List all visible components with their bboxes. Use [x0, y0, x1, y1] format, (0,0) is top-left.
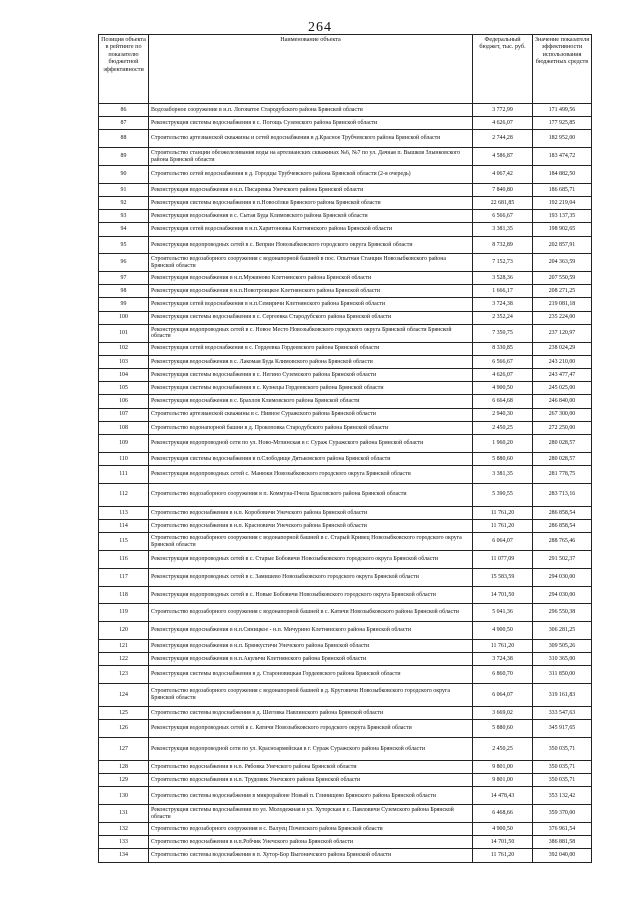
row-name: Строительство водозаборного сооружения с водонапорной башней в пос. Опытная Станция Новозыбковского района Брянской области [149, 254, 473, 272]
row-name: Строительство водоснабжения в н.п. Коробовичи Унечского района Брянской области [149, 506, 473, 519]
row-name: Строительство водозаборного сооружения с водонапорной башней в с. Старый Кривец Новозыбковского городского округа Брянской области [149, 533, 473, 551]
row-position: 129 [99, 774, 149, 787]
row-position: 98 [99, 285, 149, 298]
header-budget: Федеральный бюджет, тыс. руб. [473, 35, 533, 104]
row-name: Реконструкция сетей водоснабжения в н.п.Семиричи Клетнянского района Брянской области [149, 298, 473, 311]
row-position: 121 [99, 639, 149, 652]
row-value: 311 850,00 [533, 666, 592, 684]
table-row [99, 272, 592, 285]
row-position: 93 [99, 210, 149, 223]
row-value: 182 952,00 [533, 130, 592, 148]
table-row [99, 465, 592, 483]
row-name: Реконструкция водопроводных сетей в с. Новое Место Новозыбковского городского округа Брянской области Брянской области [149, 324, 473, 342]
row-value: 306 281,25 [533, 622, 592, 640]
row-position: 124 [99, 684, 149, 707]
row-name: Реконструкция водоснабжения в н.п. Брянкустичи Унечского района Брянской области [149, 639, 473, 652]
row-budget: 2 450,25 [473, 421, 533, 434]
row-budget: 4 900,50 [473, 382, 533, 395]
row-position: 96 [99, 254, 149, 272]
row-budget: 8 732,89 [473, 236, 533, 254]
row-value: 353 132,42 [533, 787, 592, 805]
row-budget: 4 067,42 [473, 165, 533, 183]
row-budget: 2 352,24 [473, 311, 533, 324]
table-row [99, 165, 592, 183]
row-position: 86 [99, 104, 149, 117]
table-row [99, 653, 592, 666]
row-budget: 7 152,73 [473, 254, 533, 272]
row-value: 291 502,37 [533, 550, 592, 568]
row-budget: 6 566,67 [473, 355, 533, 368]
row-position: 94 [99, 223, 149, 236]
table-row [99, 622, 592, 640]
row-value: 359 370,00 [533, 805, 592, 823]
table-row [99, 787, 592, 805]
table-row [99, 707, 592, 720]
row-position: 87 [99, 117, 149, 130]
table-row [99, 236, 592, 254]
row-budget: 7 350,75 [473, 324, 533, 342]
row-position: 127 [99, 738, 149, 761]
table-row [99, 849, 592, 862]
row-name: Реконструкция водопроводной сети по ул. Красноармейская в г. Сураж Суражского района Брянской области [149, 738, 473, 761]
row-name: Строительство водозаборного сооружения в п. Коммуна-Пчела Брасовского района Брянской области [149, 483, 473, 506]
row-budget: 11 761,20 [473, 639, 533, 652]
row-budget: 6 664,68 [473, 395, 533, 408]
row-position: 92 [99, 196, 149, 209]
row-budget: 5 880,60 [473, 452, 533, 465]
table-row [99, 148, 592, 166]
row-value: 237 120,97 [533, 324, 592, 342]
table-row [99, 342, 592, 355]
row-budget: 11 077,09 [473, 550, 533, 568]
row-position: 116 [99, 550, 149, 568]
row-position: 114 [99, 519, 149, 532]
table-row [99, 568, 592, 586]
row-budget: 5 041,36 [473, 604, 533, 622]
table-row [99, 382, 592, 395]
row-value: 235 224,00 [533, 311, 592, 324]
row-name: Реконструкция системы водоснабжения в с. Погощь Суземского района Брянской области [149, 117, 473, 130]
row-name: Реконструкция водоснабжения в н.п.Синицкое - н.п. Мичурино Клетнянского района Брянской области [149, 622, 473, 640]
table-row [99, 311, 592, 324]
row-name: Водозаборное сооружение в н.п. Логоватое Стародубского района Брянской области [149, 104, 473, 117]
row-budget: 11 761,20 [473, 849, 533, 862]
row-budget: 6 064,07 [473, 684, 533, 707]
row-value: 294 030,00 [533, 568, 592, 586]
row-name: Строительство водоснабжения в н.п. Рябовка Унечского района Брянской области [149, 761, 473, 774]
row-budget: 3 381,35 [473, 465, 533, 483]
table-row [99, 355, 592, 368]
row-value: 243 210,00 [533, 355, 592, 368]
table-row [99, 421, 592, 434]
table-header-row [99, 35, 592, 104]
row-budget: 3 381,35 [473, 223, 533, 236]
row-budget: 8 330,85 [473, 342, 533, 355]
row-value: 376 961,54 [533, 823, 592, 836]
row-budget: 1 666,17 [473, 285, 533, 298]
row-budget: 4 626,07 [473, 369, 533, 382]
row-budget: 6 860,70 [473, 666, 533, 684]
table-row [99, 550, 592, 568]
row-budget: 1 960,20 [473, 434, 533, 452]
row-name: Реконструкция водопроводных сетей в с. Замишево Новозыбковского городского округа Брянской области [149, 568, 473, 586]
row-name: Строительство водоснабжения в н.п. Красновичи Унечского района Брянской области [149, 519, 473, 532]
row-position: 112 [99, 483, 149, 506]
row-budget: 3 528,36 [473, 272, 533, 285]
row-position: 126 [99, 720, 149, 738]
row-position: 122 [99, 653, 149, 666]
row-value: 392 040,00 [533, 849, 592, 862]
row-name: Реконструкция водопроводных сетей в с. Катичи Новозыбковского городского округа Брянской области [149, 720, 473, 738]
row-position: 95 [99, 236, 149, 254]
row-position: 99 [99, 298, 149, 311]
row-value: 296 550,38 [533, 604, 592, 622]
row-name: Реконструкция системы водоснабжения в с. Кузнецы Гордеевского района Брянской области [149, 382, 473, 395]
row-value: 350 035,71 [533, 738, 592, 761]
table-row [99, 324, 592, 342]
row-name: Строительство водоснабжения в н.п.Робчик Унечского района Брянской области [149, 836, 473, 849]
table-row [99, 684, 592, 707]
row-budget: 14 478,43 [473, 787, 533, 805]
row-position: 101 [99, 324, 149, 342]
row-name: Строительство системы водоснабжения в микрорайоне Новый п. Глинищево Брянского района Брянской области [149, 787, 473, 805]
row-value: 238 024,29 [533, 342, 592, 355]
row-value: 333 547,63 [533, 707, 592, 720]
row-name: Строительство системы водоснабжения в п. Хутор-Бор Выгоничского района Брянской области [149, 849, 473, 862]
row-value: 202 857,91 [533, 236, 592, 254]
row-value: 294 030,00 [533, 586, 592, 604]
table-row [99, 395, 592, 408]
table-row [99, 761, 592, 774]
row-value: 219 081,18 [533, 298, 592, 311]
row-value: 204 363,59 [533, 254, 592, 272]
table-row [99, 223, 592, 236]
table-row [99, 519, 592, 532]
row-value: 319 161,83 [533, 684, 592, 707]
row-position: 100 [99, 311, 149, 324]
table-row [99, 104, 592, 117]
row-name: Реконструкция водопроводных сетей в с. Старые Бобовичи Новозыбковского городского округа Брянской области [149, 550, 473, 568]
row-name: Строительство водозаборного сооружения с водонапорной башней в д. Круговичи Новозыбковского городского округа Брянской области [149, 684, 473, 707]
table-row [99, 506, 592, 519]
row-budget: 22 681,85 [473, 196, 533, 209]
table-row [99, 452, 592, 465]
row-value: 183 474,72 [533, 148, 592, 166]
row-name: Реконструкция водоснабжения в н.п.Акуличи Клетнянского района Брянской области [149, 653, 473, 666]
table-row [99, 604, 592, 622]
row-value: 386 881,58 [533, 836, 592, 849]
table-row [99, 823, 592, 836]
row-value: 350 035,71 [533, 774, 592, 787]
table-row [99, 298, 592, 311]
table-row [99, 805, 592, 823]
table-row [99, 836, 592, 849]
row-budget: 14 701,50 [473, 586, 533, 604]
table-row [99, 666, 592, 684]
row-name: Реконструкция сетей водоснабжения в н.п.Харитоновка Клетнянского района Брянской области [149, 223, 473, 236]
row-position: 90 [99, 165, 149, 183]
row-name: Строительство водонапорной башни в д. Прокоповка Стародубского района Брянской области [149, 421, 473, 434]
row-position: 108 [99, 421, 149, 434]
table-row [99, 210, 592, 223]
row-value: 309 505,26 [533, 639, 592, 652]
row-name: Реконструкция системы водоснабжения в с. Сергеевка Стародубского района Брянской области [149, 311, 473, 324]
row-position: 103 [99, 355, 149, 368]
table-body [99, 104, 592, 863]
row-name: Реконструкция водоснабжения в н.п.Новотроицкое Клетнянского района Брянской области [149, 285, 473, 298]
row-name: Реконструкция водоснабжения в н.п. Писаревка Унечского района Брянской области [149, 183, 473, 196]
table-row [99, 586, 592, 604]
row-budget: 4 900,50 [473, 823, 533, 836]
row-name: Реконструкция водоснабжения в с. Лакомая Буда Климовского района Брянской области [149, 355, 473, 368]
header-name: Наименование объекта [149, 35, 473, 104]
row-position: 105 [99, 382, 149, 395]
table-row [99, 720, 592, 738]
row-budget: 9 801,00 [473, 774, 533, 787]
row-position: 104 [99, 369, 149, 382]
table-row [99, 738, 592, 761]
header-position: Позиция объекта в рейтинге по показателю бюджетной эффективности [99, 35, 149, 104]
row-budget: 2 450,25 [473, 738, 533, 761]
row-budget: 6 566,67 [473, 210, 533, 223]
row-name: Строительство водозаборного сооружения с водонапорной башней в с. Катичи Новозыбковского района Брянской области [149, 604, 473, 622]
row-value: 288 765,46 [533, 533, 592, 551]
row-position: 118 [99, 586, 149, 604]
row-value: 350 035,71 [533, 761, 592, 774]
row-budget: 5 880,60 [473, 720, 533, 738]
row-budget: 11 761,20 [473, 506, 533, 519]
row-name: Строительство артезианской скважины и сетей водоснабжения в д.Красное Трубчевского района Брянской области [149, 130, 473, 148]
row-budget: 3 772,99 [473, 104, 533, 117]
row-position: 120 [99, 622, 149, 640]
table-row [99, 533, 592, 551]
row-name: Реконструкция сетей водоснабжения в с. Гордеевка Гордеевского района Брянской области [149, 342, 473, 355]
row-name: Реконструкция водоснабжения в с. Брахлов Климовского района Брянской области [149, 395, 473, 408]
row-name: Реконструкция системы водоснабжения в п.Слободище Дятьковского района Брянской области [149, 452, 473, 465]
table-row [99, 483, 592, 506]
row-position: 125 [99, 707, 149, 720]
table-row [99, 183, 592, 196]
row-value: 245 025,00 [533, 382, 592, 395]
row-position: 115 [99, 533, 149, 551]
row-value: 286 858,54 [533, 519, 592, 532]
row-value: 280 028,57 [533, 452, 592, 465]
header-value: Значение показателя эффективности использования бюджетных средств [533, 35, 592, 104]
row-position: 119 [99, 604, 149, 622]
row-name: Реконструкция системы водоснабжения в с. Негино Суземского района Брянской области [149, 369, 473, 382]
row-budget: 2 940,30 [473, 408, 533, 421]
row-position: 102 [99, 342, 149, 355]
table-row [99, 117, 592, 130]
row-value: 286 858,54 [533, 506, 592, 519]
row-budget: 3 724,38 [473, 298, 533, 311]
row-value: 192 219,04 [533, 196, 592, 209]
row-budget: 4 900,50 [473, 622, 533, 640]
row-value: 177 925,85 [533, 117, 592, 130]
row-budget: 6 064,07 [473, 533, 533, 551]
row-budget: 4 626,07 [473, 117, 533, 130]
row-budget: 5 390,55 [473, 483, 533, 506]
row-position: 133 [99, 836, 149, 849]
row-name: Реконструкция системы водоснабжения по ул. Молодежная и ул. Хуторская в с. Павловичи Суземского района Брянской области [149, 805, 473, 823]
row-name: Реконструкция водопроводных сетей в с. Новые Бобовичи Новозыбковского городского округа Брянской области [149, 586, 473, 604]
row-value: 281 778,75 [533, 465, 592, 483]
row-position: 88 [99, 130, 149, 148]
row-budget: 2 744,28 [473, 130, 533, 148]
row-value: 267 300,00 [533, 408, 592, 421]
row-position: 97 [99, 272, 149, 285]
row-value: 198 902,65 [533, 223, 592, 236]
row-name: Реконструкция системы водоснабжения в п.Новосёлки Брянского района Брянской области [149, 196, 473, 209]
row-value: 272 250,00 [533, 421, 592, 434]
table-row [99, 196, 592, 209]
row-position: 89 [99, 148, 149, 166]
row-value: 193 137,35 [533, 210, 592, 223]
row-position: 123 [99, 666, 149, 684]
table-row [99, 285, 592, 298]
table-row [99, 254, 592, 272]
row-position: 117 [99, 568, 149, 586]
row-name: Строительство артезианской скважины в с. Нивное Суражского района Брянской области [149, 408, 473, 421]
row-name: Реконструкция системы водоснабжения в д. Староновицкая Гордеевского района Брянской области [149, 666, 473, 684]
row-value: 280 028,57 [533, 434, 592, 452]
row-budget: 15 583,59 [473, 568, 533, 586]
page-number: 264 [308, 20, 332, 35]
row-value: 171 499,56 [533, 104, 592, 117]
table-row [99, 774, 592, 787]
row-budget: 14 701,50 [473, 836, 533, 849]
row-position: 132 [99, 823, 149, 836]
row-name: Реконструкция водопроводных сетей с. Манюки Новозыбковского городского округа Брянской области [149, 465, 473, 483]
table-row [99, 369, 592, 382]
row-value: 243 477,47 [533, 369, 592, 382]
table-row [99, 434, 592, 452]
table-row [99, 408, 592, 421]
row-value: 184 882,50 [533, 165, 592, 183]
row-position: 91 [99, 183, 149, 196]
table-row [99, 130, 592, 148]
table-row [99, 639, 592, 652]
row-position: 113 [99, 506, 149, 519]
row-budget: 3 724,38 [473, 653, 533, 666]
row-value: 208 271,25 [533, 285, 592, 298]
row-name: Строительство сетей водоснабжения в д. Городцы Трубчевского района Брянской области (2-я очередь) [149, 165, 473, 183]
row-position: 107 [99, 408, 149, 421]
row-budget: 9 801,00 [473, 761, 533, 774]
row-position: 131 [99, 805, 149, 823]
row-value: 207 550,59 [533, 272, 592, 285]
row-budget: 11 761,20 [473, 519, 533, 532]
row-position: 110 [99, 452, 149, 465]
row-position: 106 [99, 395, 149, 408]
row-budget: 6 468,66 [473, 805, 533, 823]
row-value: 246 840,00 [533, 395, 592, 408]
row-position: 134 [99, 849, 149, 862]
row-position: 128 [99, 761, 149, 774]
row-name: Строительство водоснабжения в н.п. Трудовик Унечского района Брянской области [149, 774, 473, 787]
row-position: 111 [99, 465, 149, 483]
row-position: 130 [99, 787, 149, 805]
row-value: 345 917,65 [533, 720, 592, 738]
row-value: 310 365,00 [533, 653, 592, 666]
row-name: Строительство станции обезжелезивания воды на артезианских скважинах №6, №7 по ул. Дачная п. Вышков Злынковского района Брянской области [149, 148, 473, 166]
row-budget: 7 840,80 [473, 183, 533, 196]
row-budget: 3 669,02 [473, 707, 533, 720]
row-name: Реконструкция водоснабжения в с. Сытая Буда Климовского района Брянской области [149, 210, 473, 223]
row-name: Реконструкция водопроводной сети по ул. Ново-Мглинская в г. Сураж Суражского района Брянской области [149, 434, 473, 452]
row-value: 283 713,16 [533, 483, 592, 506]
row-name: Реконструкция водопроводных сетей в с. Веприн Новозыбковского городского округа Брянской области [149, 236, 473, 254]
efficiency-table [98, 34, 592, 863]
row-value: 186 685,71 [533, 183, 592, 196]
row-name: Строительство системы водоснабжения в д. Шеговка Навлинского района Брянской области [149, 707, 473, 720]
row-name: Строительство водозаборного сооружения в с. Валуец Почепского района Брянской области [149, 823, 473, 836]
row-budget: 4 586,87 [473, 148, 533, 166]
row-name: Реконструкция водоснабжения в н.п.Мужиново Клетнянского района Брянской области [149, 272, 473, 285]
row-position: 109 [99, 434, 149, 452]
